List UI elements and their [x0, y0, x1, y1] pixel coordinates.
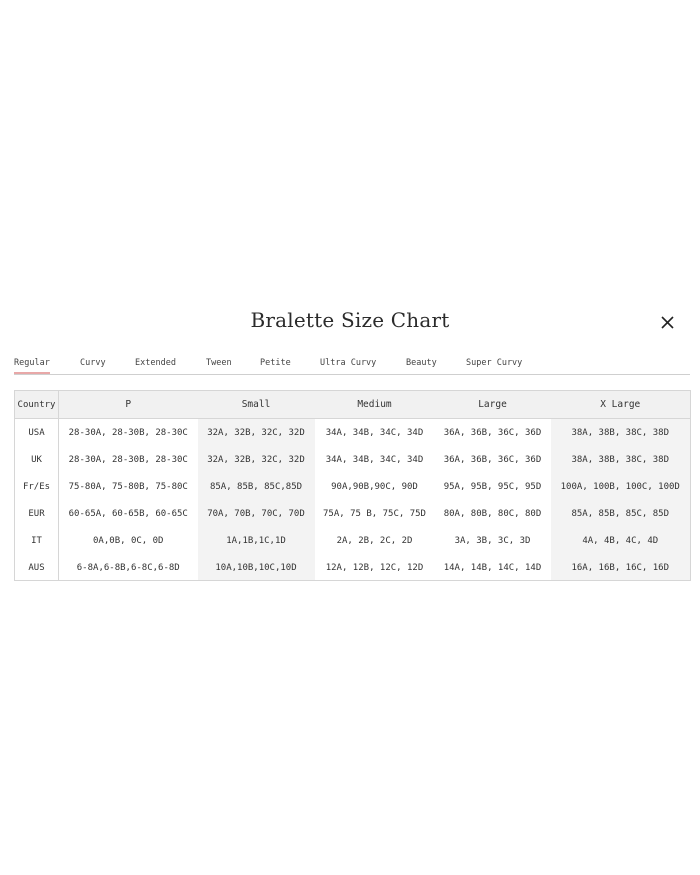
tab-regular[interactable]: Regular: [14, 358, 50, 368]
header-p: P: [59, 391, 198, 419]
table-cell: 1A,1B,1C,1D: [198, 527, 315, 554]
table-cell: 10A,10B,10C,10D: [198, 554, 315, 581]
table-cell: 16A, 16B, 16C, 16D: [551, 554, 691, 581]
table-cell: 36A, 36B, 36C, 36D: [443, 427, 542, 438]
close-button[interactable]: [658, 313, 678, 333]
table-cell: 32A, 32B, 32C, 32D: [198, 446, 315, 473]
tab-beauty[interactable]: Beauty: [406, 358, 437, 368]
table-cell: 32A, 32B, 32C, 32D: [198, 419, 315, 447]
table-header-row: [15, 391, 691, 419]
table-row: [15, 419, 691, 447]
table-cell: 14A, 14B, 14C, 14D: [443, 562, 542, 573]
table-cell: 6-8A,6-8B,6-8C,6-8D: [76, 562, 180, 573]
table-cell: 85A, 85B, 85C, 85D: [551, 500, 691, 527]
size-tabs: [14, 356, 690, 375]
header-medium: Medium: [315, 391, 435, 419]
tab-curvy[interactable]: Curvy: [80, 358, 106, 368]
table-cell: 90A,90B,90C, 90D: [331, 481, 418, 492]
row-country: IT: [15, 527, 59, 554]
table-row: [15, 527, 691, 554]
table-cell: 12A, 12B, 12C, 12D: [325, 562, 424, 573]
row-country: AUS: [15, 554, 59, 581]
table-cell: 70A, 70B, 70C, 70D: [198, 500, 315, 527]
modal-title: Bralette Size Chart: [250, 308, 450, 332]
tab-extended[interactable]: Extended: [135, 358, 176, 368]
tab-super-curvy[interactable]: Super Curvy: [466, 358, 523, 368]
table-cell: 38A, 38B, 38C, 38D: [551, 419, 691, 447]
size-table: [14, 390, 691, 581]
table-cell: 75-80A, 75-80B, 75-80C: [68, 481, 188, 492]
close-icon: [658, 313, 678, 333]
table-cell: 100A, 100B, 100C, 100D: [551, 473, 691, 500]
tab-tween[interactable]: Tween: [206, 358, 232, 368]
table-row: [15, 473, 691, 500]
table-row: [15, 446, 691, 473]
tab-ultra-curvy[interactable]: Ultra Curvy: [320, 358, 377, 368]
header-small: Small: [198, 391, 315, 419]
table-cell: 0A,0B, 0C, 0D: [93, 535, 164, 546]
row-country: Fr/Es: [15, 473, 59, 500]
table-cell: 80A, 80B, 80C, 80D: [443, 508, 542, 519]
table-cell: 38A, 38B, 38C, 38D: [551, 446, 691, 473]
table-cell: 95A, 95B, 95C, 95D: [443, 481, 542, 492]
table-cell: 3A, 3B, 3C, 3D: [454, 535, 531, 546]
header-large: Large: [435, 391, 551, 419]
table-cell: 2A, 2B, 2C, 2D: [336, 535, 413, 546]
table-cell: 34A, 34B, 34C, 34D: [325, 454, 424, 465]
row-country: USA: [15, 419, 59, 447]
table-cell: 75A, 75 B, 75C, 75D: [323, 508, 426, 519]
table-cell: 36A, 36B, 36C, 36D: [443, 454, 542, 465]
table-row: [15, 500, 691, 527]
header-country: Country: [15, 391, 59, 419]
row-country: UK: [15, 446, 59, 473]
table-cell: 28-30A, 28-30B, 28-30C: [68, 454, 188, 465]
header-x-large: X Large: [551, 391, 691, 419]
table-cell: 28-30A, 28-30B, 28-30C: [68, 427, 188, 438]
table-cell: 60-65A, 60-65B, 60-65C: [68, 508, 188, 519]
row-country: EUR: [15, 500, 59, 527]
table-cell: 34A, 34B, 34C, 34D: [325, 427, 424, 438]
table-row: [15, 554, 691, 581]
table-bottom-divider: [14, 580, 690, 581]
table-cell: 4A, 4B, 4C, 4D: [551, 527, 691, 554]
table-cell: 85A, 85B, 85C,85D: [198, 473, 315, 500]
tab-petite[interactable]: Petite: [260, 358, 291, 368]
